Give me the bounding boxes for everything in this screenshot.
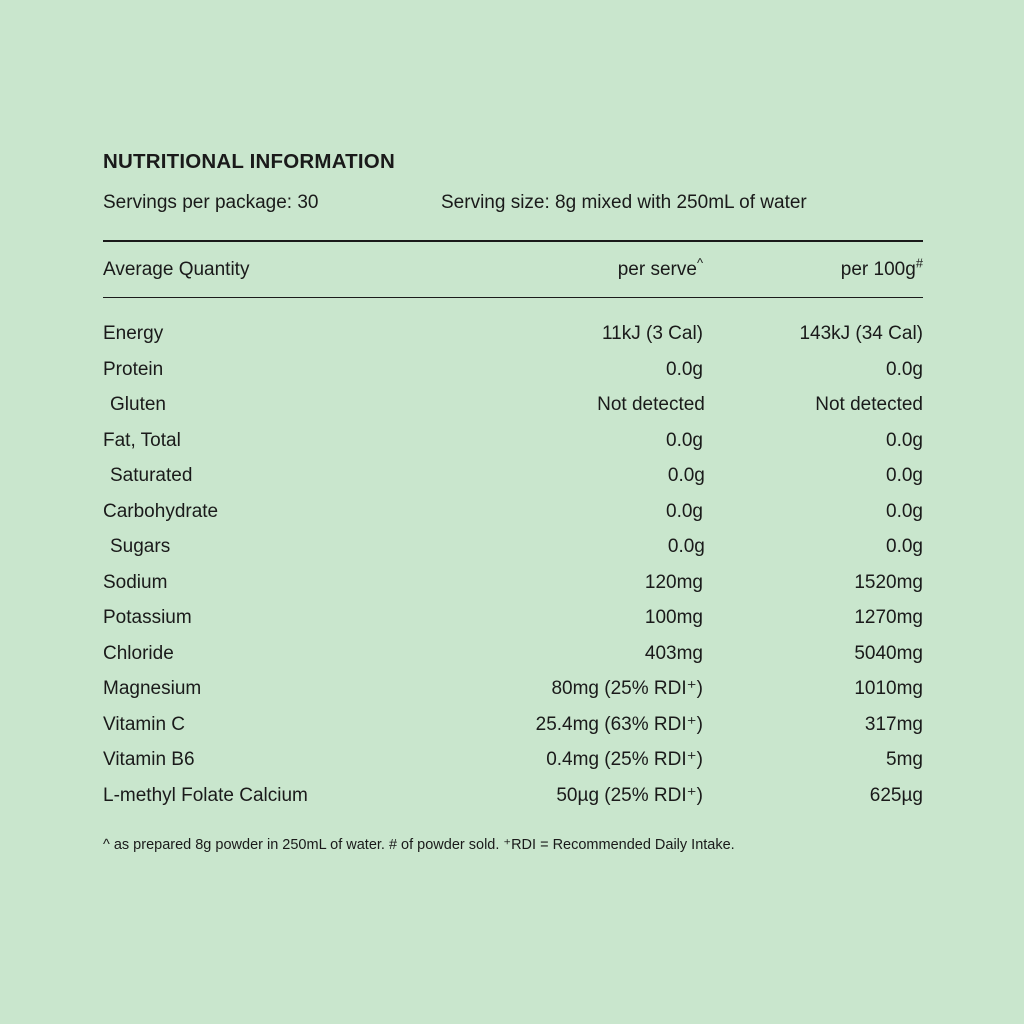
nutrient-name: L-methyl Folate Calcium bbox=[103, 784, 308, 806]
table-header-row bbox=[103, 242, 923, 297]
nutrient-per-100g-value: 5mg bbox=[886, 749, 923, 771]
nutrient-name: Sugars bbox=[110, 536, 171, 558]
servings-per-package: Servings per package: 30 bbox=[103, 192, 319, 213]
table-row bbox=[103, 529, 923, 565]
nutrient-name: Chloride bbox=[103, 642, 174, 664]
nutrient-name: Protein bbox=[103, 358, 164, 380]
nutrient-per-serve-value: 403mg bbox=[644, 642, 703, 664]
nutrient-per-100g-value: 1520mg bbox=[854, 571, 923, 593]
nutrient-name: Fat, Total bbox=[103, 429, 181, 451]
nutrient-per-serve-value: 80mg (25% RDI⁺) bbox=[551, 678, 703, 700]
table-footnote: ^ as prepared 8g powder in 250mL of water. # of powder sold. ⁺RDI = Recommended Daily Intake. bbox=[103, 837, 735, 854]
table-row bbox=[103, 458, 923, 494]
nutrient-per-serve-value: 120mg bbox=[644, 571, 703, 593]
table-row bbox=[103, 742, 923, 778]
nutrient-per-100g-value: 0.0g bbox=[886, 536, 923, 558]
nutrient-per-100g-value: 317mg bbox=[864, 713, 923, 735]
column-header-name: Average Quantity bbox=[103, 258, 250, 280]
table-row bbox=[103, 316, 923, 352]
table-row bbox=[103, 636, 923, 672]
table-row bbox=[103, 600, 923, 636]
nutrient-per-100g-value: 0.0g bbox=[886, 358, 923, 380]
page-title: NUTRITIONAL INFORMATION bbox=[103, 150, 395, 173]
per-100g-footnote-marker: # bbox=[915, 255, 923, 271]
nutrient-per-100g-value: 1270mg bbox=[854, 607, 923, 629]
nutrient-per-100g-value: 5040mg bbox=[854, 642, 923, 664]
nutrient-per-serve-value: 11kJ (3 Cal) bbox=[601, 323, 703, 345]
column-header-per-serve-text: per serve bbox=[617, 258, 697, 280]
nutrient-per-serve-value: 0.0g bbox=[666, 429, 703, 451]
table-row bbox=[103, 671, 923, 707]
nutrient-name: Gluten bbox=[110, 394, 166, 416]
column-header-per-100g bbox=[703, 255, 923, 281]
table-row bbox=[103, 565, 923, 601]
nutrient-name: Saturated bbox=[110, 465, 193, 487]
nutrient-per-serve-value: 0.0g bbox=[666, 358, 703, 380]
serving-size: Serving size: 8g mixed with 250mL of water bbox=[441, 192, 807, 213]
nutrient-name: Potassium bbox=[103, 607, 192, 629]
table-row bbox=[103, 423, 923, 459]
nutrient-per-serve-value: 50µg (25% RDI⁺) bbox=[556, 784, 703, 806]
nutrient-per-serve-value: 25.4mg (63% RDI⁺) bbox=[535, 713, 703, 735]
nutrient-per-serve-value: Not detected bbox=[597, 394, 705, 416]
table-row bbox=[103, 387, 923, 423]
table-row bbox=[103, 778, 923, 814]
nutrient-name: Energy bbox=[103, 323, 164, 345]
nutrient-name: Magnesium bbox=[103, 678, 202, 700]
nutrient-per-100g-value: 0.0g bbox=[886, 429, 923, 451]
nutrient-per-serve-value: 0.0g bbox=[667, 536, 705, 558]
nutrient-per-serve-value: 0.0g bbox=[667, 465, 705, 487]
nutrient-per-serve-value: 100mg bbox=[644, 607, 703, 629]
nutrient-per-serve-value: 0.0g bbox=[666, 500, 703, 522]
nutrient-name: Vitamin C bbox=[103, 713, 186, 735]
nutrient-per-100g-value: 625µg bbox=[869, 784, 923, 806]
nutrient-per-100g-value: 143kJ (34 Cal) bbox=[799, 323, 923, 345]
nutrient-per-100g-value: Not detected bbox=[815, 394, 923, 416]
table-row bbox=[103, 707, 923, 743]
table-row bbox=[103, 494, 923, 530]
nutrient-per-100g-value: 1010mg bbox=[854, 678, 923, 700]
table-row bbox=[103, 352, 923, 388]
nutrition-rows bbox=[103, 298, 923, 813]
nutrient-name: Carbohydrate bbox=[103, 500, 219, 522]
nutrient-per-serve-value: 0.4mg (25% RDI⁺) bbox=[546, 749, 703, 771]
nutrient-per-100g-value: 0.0g bbox=[886, 500, 923, 522]
per-serve-footnote-marker: ^ bbox=[696, 255, 703, 271]
column-header-per-100g-text: per 100g bbox=[840, 258, 916, 280]
nutrient-per-100g-value: 0.0g bbox=[886, 465, 923, 487]
column-header-per-serve bbox=[453, 255, 703, 281]
servings-row bbox=[103, 192, 923, 214]
nutrient-name: Vitamin B6 bbox=[103, 749, 195, 771]
nutrition-panel bbox=[103, 150, 923, 856]
nutrient-name: Sodium bbox=[103, 571, 168, 593]
